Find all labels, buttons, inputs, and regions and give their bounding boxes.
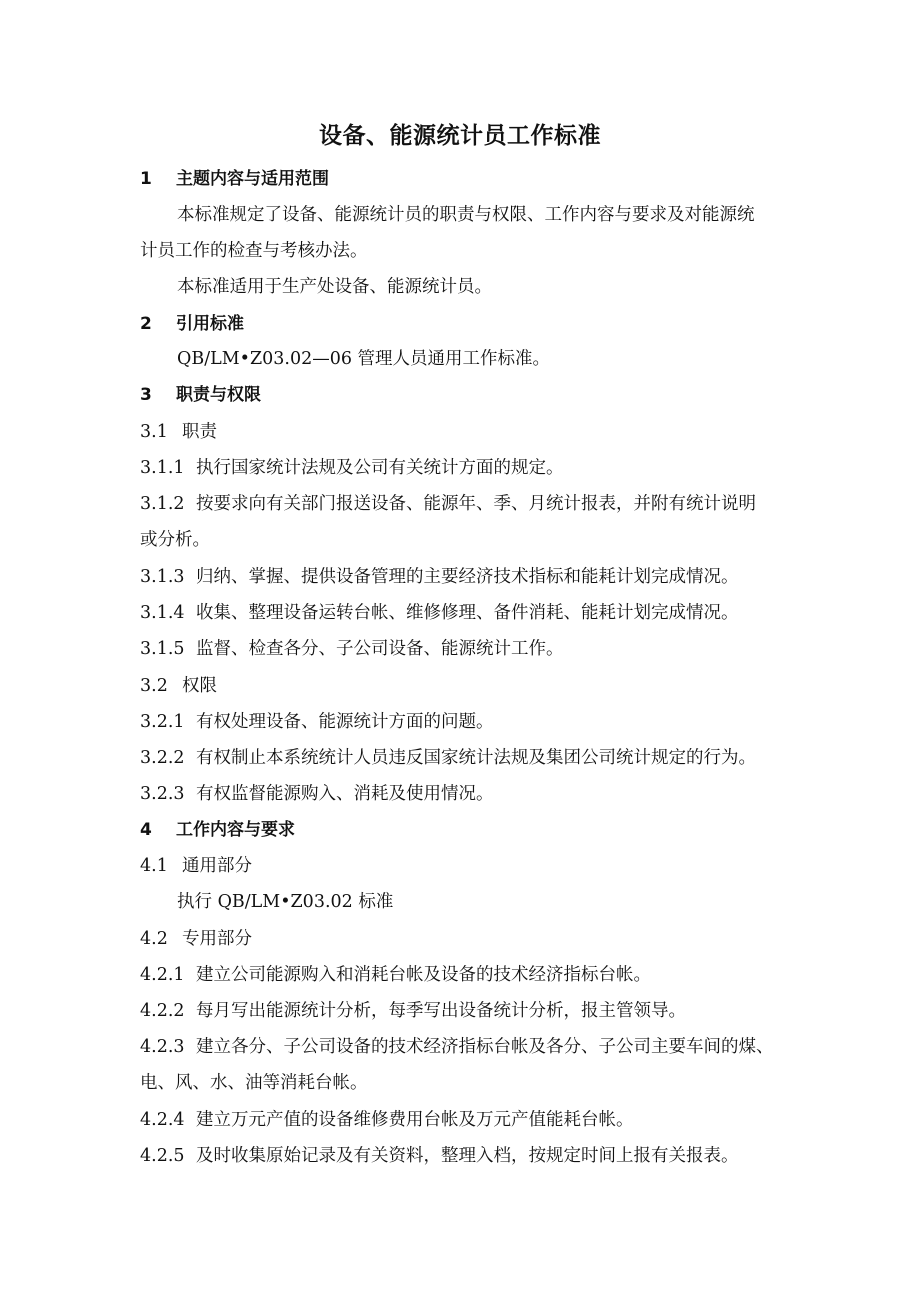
clause-text: 执行国家统计法规及公司有关统计方面的规定。 (196, 458, 564, 478)
clause-number: 3.2.1 (140, 712, 185, 732)
section-4-heading (140, 817, 295, 843)
section-2-heading (140, 311, 244, 337)
clause-number: 4.1 (140, 856, 168, 876)
clause-number: 4.2.5 (140, 1146, 185, 1166)
clause-number: 3.1.5 (140, 639, 185, 659)
clause-number: 3.1 (140, 422, 168, 442)
section-title: 工作内容与要求 (176, 820, 295, 840)
clause-number: 3.1.1 (140, 458, 185, 478)
clause-text: 监督、检查各分、子公司设备、能源统计工作。 (196, 639, 564, 659)
paragraph-line: 或分析。 (140, 530, 210, 550)
paragraph-line: 计员工作的检查与考核办法。 (140, 241, 368, 261)
section-3-heading (140, 382, 261, 408)
section-number: 3 (140, 385, 152, 405)
clause-text: 建立各分、子公司设备的技术经济指标台帐及各分、子公司主要车间的煤、 (196, 1037, 774, 1057)
clause-3-2 (140, 673, 217, 699)
clause-3-1-1 (140, 455, 564, 481)
paragraph-line: QB/LM•Z03.02—06 管理人员通用工作标准。 (177, 349, 551, 369)
section-title: 职责与权限 (176, 385, 261, 405)
clause-text: 建立公司能源购入和消耗台帐及设备的技术经济指标台帐。 (196, 965, 651, 985)
clause-text: 按要求向有关部门报送设备、能源年、季、月统计报表，并附有统计说明 (196, 494, 756, 514)
clause-number: 4.2.3 (140, 1037, 185, 1057)
clause-number: 4.2.4 (140, 1110, 185, 1130)
section-number: 2 (140, 314, 152, 334)
clause-text: 有权监督能源购入、消耗及使用情况。 (196, 784, 494, 804)
clause-text: 通用部分 (182, 856, 252, 876)
clause-number: 4.2.2 (140, 1001, 185, 1021)
clause-text: 归纳、掌握、提供设备管理的主要经济技术指标和能耗计划完成情况。 (196, 567, 739, 587)
clause-3-1 (140, 419, 217, 445)
document-title: 设备、能源统计员工作标准 (319, 123, 601, 149)
clause-number: 4.2 (140, 929, 168, 949)
clause-number: 4.2.1 (140, 965, 185, 985)
section-number: 1 (140, 169, 152, 189)
clause-3-1-4 (140, 600, 739, 626)
clause-text: 建立万元产值的设备维修费用台帐及万元产值能耗台帐。 (196, 1110, 634, 1130)
clause-number: 3.2.2 (140, 748, 185, 768)
clause-4-2 (140, 926, 252, 952)
clause-number: 3.1.4 (140, 603, 185, 623)
section-number: 4 (140, 820, 152, 840)
section-title: 主题内容与适用范围 (176, 169, 329, 189)
paragraph-line: 本标准规定了设备、能源统计员的职责与权限、工作内容与要求及对能源统 (177, 205, 755, 225)
clause-number: 3.1.2 (140, 494, 185, 514)
clause-4-2-1 (140, 962, 651, 988)
clause-4-2-4 (140, 1107, 634, 1133)
clause-number: 3.2 (140, 676, 168, 696)
section-title: 引用标准 (176, 314, 244, 334)
clause-4-2-3 (140, 1034, 774, 1060)
section-1-heading (140, 166, 329, 192)
clause-text: 收集、整理设备运转台帐、维修修理、备件消耗、能耗计划完成情况。 (196, 603, 739, 623)
paragraph-line: 执行 QB/LM•Z03.02 标准 (177, 892, 394, 912)
clause-text: 有权处理设备、能源统计方面的问题。 (196, 712, 494, 732)
clause-3-1-3 (140, 564, 739, 590)
clause-3-2-3 (140, 781, 494, 807)
clause-number: 3.2.3 (140, 784, 185, 804)
clause-text: 权限 (182, 676, 217, 696)
clause-4-1 (140, 853, 252, 879)
paragraph-line: 本标准适用于生产处设备、能源统计员。 (177, 277, 492, 297)
clause-4-2-2 (140, 998, 686, 1024)
clause-4-2-5 (140, 1143, 739, 1169)
clause-3-2-2 (140, 745, 756, 771)
clause-3-1-2 (140, 491, 756, 517)
clause-text: 每月写出能源统计分析，每季写出设备统计分析，报主管领导。 (196, 1001, 686, 1021)
paragraph-line: 电、风、水、油等消耗台帐。 (140, 1073, 368, 1093)
clause-3-1-5 (140, 636, 564, 662)
clause-text: 有权制止本系统统计人员违反国家统计法规及集团公司统计规定的行为。 (196, 748, 756, 768)
clause-text: 及时收集原始记录及有关资料，整理入档，按规定时间上报有关报表。 (196, 1146, 739, 1166)
clause-text: 专用部分 (182, 929, 252, 949)
clause-text: 职责 (182, 422, 217, 442)
clause-3-2-1 (140, 709, 494, 735)
clause-number: 3.1.3 (140, 567, 185, 587)
